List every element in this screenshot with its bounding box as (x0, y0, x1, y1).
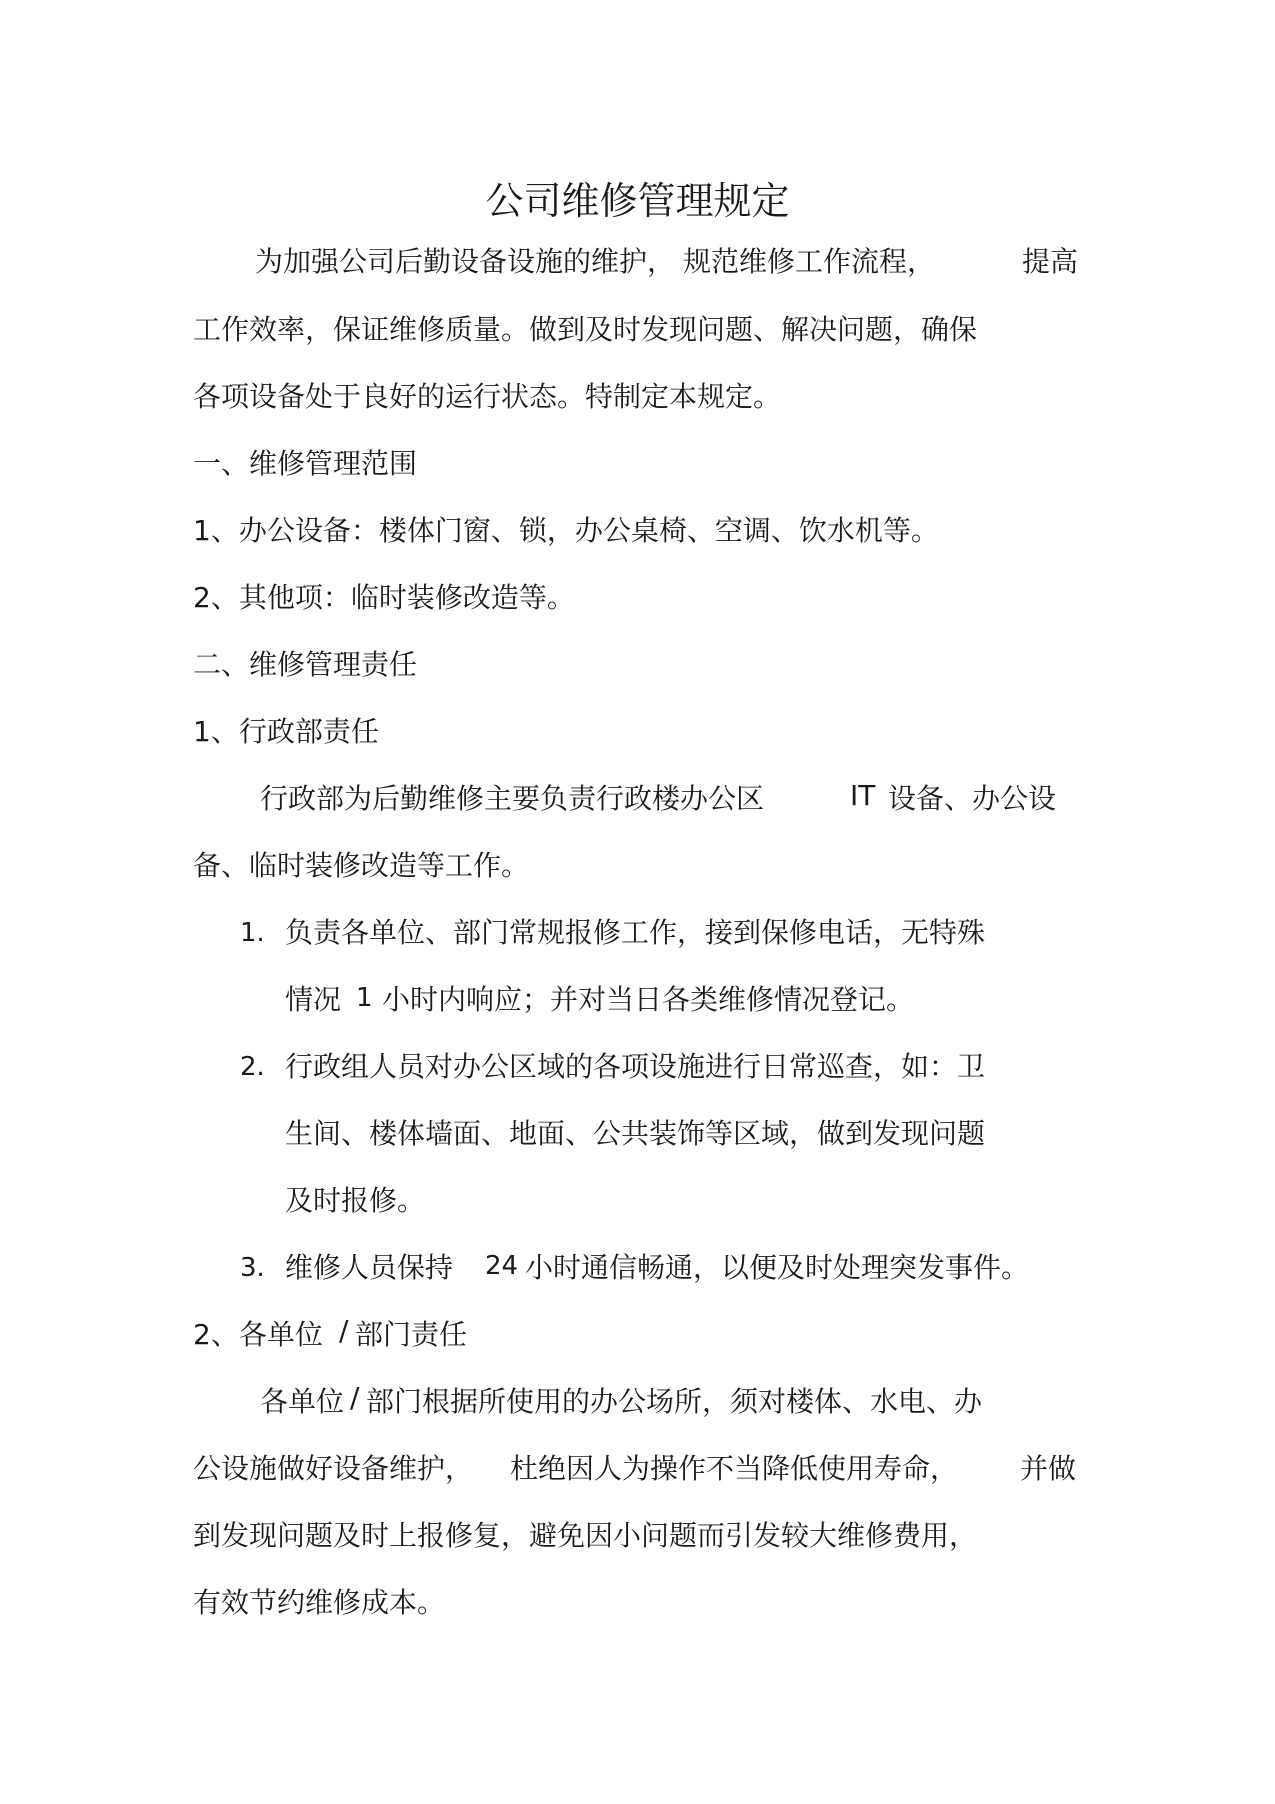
section-2-sub-2-heading-c: 部门责任 (355, 1318, 468, 1351)
sub-2-para-line-1a: 各单位 (260, 1385, 345, 1418)
intro-line-1b: 规范维修工作流程， (683, 245, 936, 278)
section-2-sub-1-heading: 1、行政部责任 (193, 715, 379, 748)
list-item-3-line-1a: 维修人员保持 (285, 1251, 454, 1284)
sub-2-para-line-2c: 并做 (1020, 1452, 1077, 1485)
intro-line-1c: 提高 (1022, 245, 1079, 278)
list-item-2-line-3: 及时报修。 (285, 1184, 426, 1217)
sub-2-para-line-3: 到发现问题及时上报修复，避免因小问题而引发较大维修费用， (193, 1519, 978, 1552)
list-item-2-line-1: 行政组人员对办公区域的各项设施进行日常巡查，如：卫 (285, 1050, 986, 1083)
page-title: 公司维修管理规定 (485, 179, 790, 223)
section-2-heading: 二、维修管理责任 (193, 648, 418, 681)
sub-1-para-line-1b: IT (850, 779, 876, 812)
sub-2-para-line-1b: / (350, 1381, 360, 1414)
sub-2-para-line-2a: 公设施做好设备维护， (193, 1452, 474, 1485)
list-item-1-line-2a: 情况 (285, 983, 342, 1016)
sub-2-para-line-1c: 部门根据所使用的办公场所，须对楼体、水电、办 (366, 1385, 983, 1418)
list-item-2-line-2: 生间、楼体墙面、地面、公共装饰等区域，做到发现问题 (285, 1117, 986, 1150)
intro-line-1a: 为加强公司后勤设备设施的维护， (255, 245, 676, 278)
section-2-sub-2-heading-a: 2、各单位 (193, 1318, 323, 1351)
sub-1-para-line-1a: 行政部为后勤维修主要负责行政楼办公区 (260, 782, 765, 815)
list-item-3-line-1c: 小时通信畅通，以便及时处理突发事件。 (525, 1251, 1030, 1284)
list-item-1-line-1: 负责各单位、部门常规报修工作，接到保修电话，无特殊 (285, 916, 986, 949)
section-1-heading: 一、维修管理范围 (193, 447, 418, 480)
sub-2-para-line-4: 有效节约维修成本。 (193, 1586, 446, 1619)
list-item-2-number: 2. (240, 1052, 265, 1082)
list-item-3-number: 3. (240, 1253, 265, 1283)
list-item-1-number: 1. (240, 918, 265, 948)
list-item-3-line-1b: 24 (485, 1251, 519, 1281)
list-item-1-line-2c: 小时内响应；并对当日各类维修情况登记。 (382, 983, 915, 1016)
list-item-1-line-2b: 1 (356, 983, 373, 1013)
sub-2-para-line-2b: 杜绝因人为操作不当降低使用寿命， (510, 1452, 959, 1485)
intro-line-2: 工作效率，保证维修质量。做到及时发现问题、解决问题，确保 (193, 313, 978, 346)
sub-1-para-line-2: 备、临时装修改造等工作。 (193, 849, 530, 882)
section-1-item-1: 1、办公设备：楼体门窗、锁，办公桌椅、空调、饮水机等。 (193, 514, 939, 547)
section-1-item-2: 2、其他项：临时装修改造等。 (193, 581, 575, 614)
section-2-sub-2-heading-b: / (339, 1314, 349, 1347)
sub-1-para-line-1c: 设备、办公设 (888, 782, 1057, 815)
intro-line-3: 各项设备处于良好的运行状态。特制定本规定。 (193, 380, 782, 413)
